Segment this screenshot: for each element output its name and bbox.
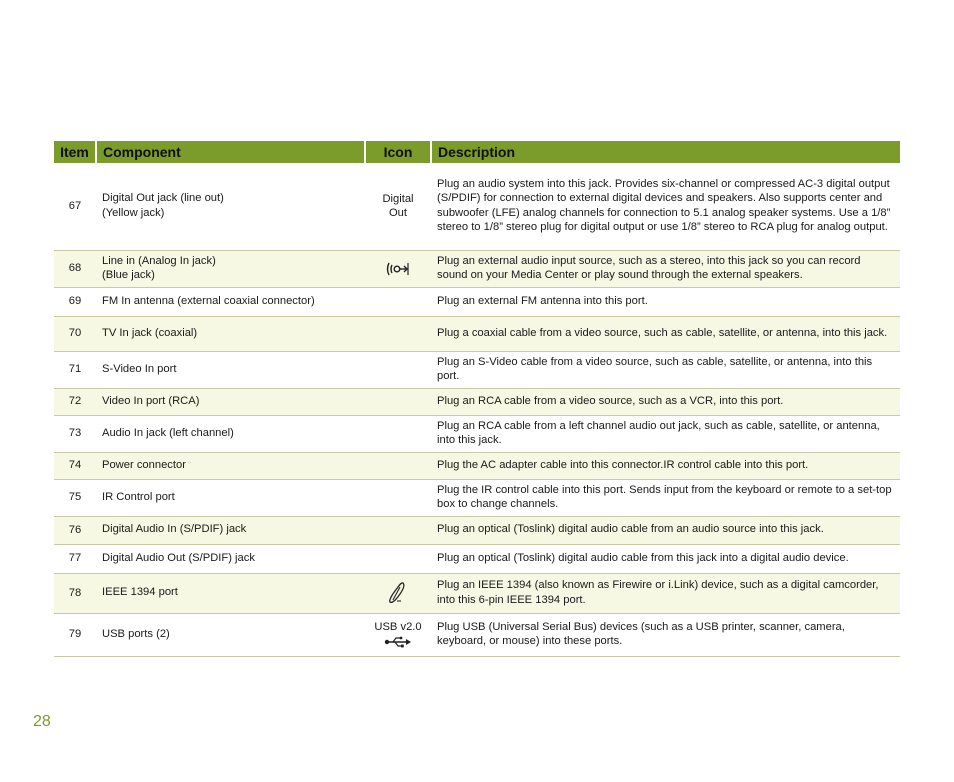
- icon-cell: [365, 415, 431, 452]
- item-number: 74: [54, 452, 96, 479]
- ieee1394-firewire-icon: [387, 581, 409, 605]
- icon-cell: [365, 516, 431, 544]
- item-number: 70: [54, 316, 96, 351]
- table-row: [54, 516, 900, 544]
- description: Plug an S-Video cable from a video source, such as cable, satellite, or antenna, into this port.: [431, 351, 900, 388]
- table-row: [54, 479, 900, 516]
- component-name: Power connector: [96, 452, 365, 479]
- table-row: [54, 388, 900, 415]
- page-number: 28: [33, 713, 51, 730]
- component-name: Video In port (RCA): [96, 388, 365, 415]
- table-row: [54, 351, 900, 388]
- table-row: [54, 544, 900, 573]
- description: Plug an RCA cable from a left channel audio out jack, such as cable, satellite, or antenna, into this jack.: [431, 415, 900, 452]
- item-number: 73: [54, 415, 96, 452]
- table-row: [54, 573, 900, 613]
- description: Plug an optical (Toslink) digital audio cable from this jack into a digital audio device.: [431, 544, 900, 573]
- description: Plug an external audio input source, such as a stereo, into this jack so you can record sound on your Media Center or play sound through the external speakers.: [431, 250, 900, 287]
- item-number: 71: [54, 351, 96, 388]
- component-name: Line in (Analog In jack) (Blue jack): [96, 250, 365, 287]
- table-row: [54, 452, 900, 479]
- item-number: 72: [54, 388, 96, 415]
- item-number: 69: [54, 287, 96, 316]
- component-name: TV In jack (coaxial): [96, 316, 365, 351]
- usb-version-label: USB v2.0: [374, 621, 422, 633]
- usb-icon: [384, 636, 412, 648]
- icon-cell: [365, 452, 431, 479]
- icon-cell: [365, 250, 431, 287]
- header-component: Component: [96, 141, 365, 163]
- description: Plug the AC adapter cable into this connector.IR control cable into this port.: [431, 452, 900, 479]
- icon-cell: [365, 544, 431, 573]
- icon-cell: [365, 388, 431, 415]
- item-number: 78: [54, 573, 96, 613]
- audio-line-in-icon: [385, 260, 411, 278]
- description: Plug an optical (Toslink) digital audio cable from an audio source into this jack.: [431, 516, 900, 544]
- description: Plug an IEEE 1394 (also known as Firewire or i.Link) device, such as a digital camcorder, into this 6-pin IEEE 1394 port.: [431, 573, 900, 613]
- table-row: [54, 163, 900, 250]
- description: Plug a coaxial cable from a video source, such as cable, satellite, or antenna, into this jack.: [431, 316, 900, 351]
- table-row: [54, 415, 900, 452]
- description: Plug an external FM antenna into this port.: [431, 287, 900, 316]
- icon-cell: [365, 351, 431, 388]
- icon-cell: [365, 479, 431, 516]
- item-number: 67: [54, 163, 96, 250]
- table-header-row: [54, 141, 900, 163]
- component-name: IEEE 1394 port: [96, 573, 365, 613]
- header-item: Item: [54, 141, 96, 163]
- table-row: [54, 316, 900, 351]
- description: Plug an audio system into this jack. Provides six-channel or compressed AC-3 digital output (S/PDIF) for connection to external digital devices and speakers. Also supports center and subwoofer (LFE) analog channels for connection to 5.1 analog speaker systems. Use a 1/8” stereo to 1/8” stereo plug for digital output or use 1/8” stereo to RCA plug for analog output.: [431, 163, 900, 250]
- digital-out-icon-label: Digital: [382, 192, 414, 205]
- component-name: USB ports (2): [96, 613, 365, 656]
- icon-cell: [365, 316, 431, 351]
- table-row: [54, 287, 900, 316]
- component-name: FM In antenna (external coaxial connector): [96, 287, 365, 316]
- description: Plug the IR control cable into this port. Sends input from the keyboard or remote to a set-top box to change channels.: [431, 479, 900, 516]
- description: Plug an RCA cable from a video source, such as a VCR, into this port.: [431, 388, 900, 415]
- table-row: [54, 250, 900, 287]
- component-name: IR Control port: [96, 479, 365, 516]
- icon-cell: [365, 613, 431, 656]
- item-number: 75: [54, 479, 96, 516]
- component-name: Digital Audio Out (S/PDIF) jack: [96, 544, 365, 573]
- item-number: 79: [54, 613, 96, 656]
- icon-cell: [365, 287, 431, 316]
- component-table: [54, 141, 900, 657]
- item-number: 76: [54, 516, 96, 544]
- header-description: Description: [431, 141, 900, 163]
- component-name: Audio In jack (left channel): [96, 415, 365, 452]
- header-icon: Icon: [365, 141, 431, 163]
- component-name: Digital Out jack (line out) (Yellow jack): [96, 163, 365, 250]
- icon-cell: Digital Out: [365, 163, 431, 250]
- item-number: 77: [54, 544, 96, 573]
- component-name: Digital Audio In (S/PDIF) jack: [96, 516, 365, 544]
- icon-cell: [365, 573, 431, 613]
- table-row: [54, 613, 900, 656]
- item-number: 68: [54, 250, 96, 287]
- component-name: S-Video In port: [96, 351, 365, 388]
- description: Plug USB (Universal Serial Bus) devices (such as a USB printer, scanner, camera, keyboard, or mouse) into these ports.: [431, 613, 900, 656]
